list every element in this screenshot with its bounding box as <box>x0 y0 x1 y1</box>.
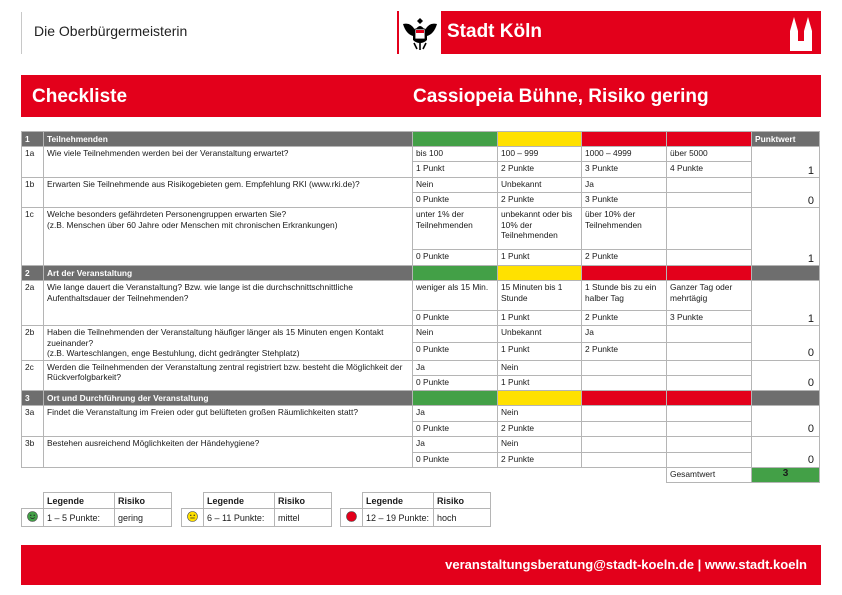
question-row <box>22 281 820 311</box>
legend-label: Legende <box>363 493 434 509</box>
points: 2 Punkte <box>582 311 667 326</box>
total-value: 3 <box>752 467 820 482</box>
section-header <box>22 266 820 281</box>
header-office <box>21 12 391 54</box>
cathedral-icon <box>789 15 815 51</box>
legend-risk: mittel <box>275 509 332 527</box>
section-number: 1 <box>22 132 44 147</box>
yellow-column <box>498 132 582 147</box>
score-value: 1 <box>752 208 820 266</box>
legend-high <box>340 492 491 527</box>
red-column <box>582 266 667 281</box>
option: Ja <box>413 405 498 421</box>
question-row <box>22 405 820 421</box>
points <box>667 193 752 208</box>
option: Nein <box>498 405 582 421</box>
points: 0 Punkte <box>413 421 498 436</box>
option: Unbekannt <box>498 178 582 193</box>
question-line: Welche besonders gefährdeten Personengruppen erwarten Sie? <box>47 209 287 219</box>
legend-medium <box>181 492 332 527</box>
red-circle-icon <box>346 511 357 522</box>
section-title: Teilnehmenden <box>44 132 413 147</box>
option: 1 Stunde bis zu ein halber Tag <box>582 281 667 311</box>
green-smiley-icon <box>27 511 38 522</box>
option <box>667 360 752 375</box>
question-row <box>22 147 820 162</box>
option: über 10% der Teilnehmenden <box>582 208 667 250</box>
score-value: 0 <box>752 178 820 208</box>
question-note: (z.B. Warteschlangen, enge Bestuhlung, dicht gedrängter Stehplatz) <box>47 348 300 358</box>
double-eagle-icon <box>399 11 441 54</box>
option: Nein <box>413 178 498 193</box>
points: 3 Punkte <box>582 193 667 208</box>
total-label: Gesamtwert <box>667 467 752 482</box>
question-number: 2c <box>22 360 44 390</box>
score-value: 0 <box>752 436 820 467</box>
section-score-cell <box>752 390 820 405</box>
option <box>667 208 752 250</box>
office-name: Die Oberbürgermeisterin <box>34 23 188 39</box>
points: 2 Punkte <box>582 250 667 266</box>
option: Ganzer Tag oder mehrtägig <box>667 281 752 311</box>
points <box>582 421 667 436</box>
option: Ja <box>413 436 498 452</box>
points: 0 Punkte <box>413 250 498 266</box>
option <box>582 405 667 421</box>
option: weniger als 15 Min. <box>413 281 498 311</box>
points <box>667 421 752 436</box>
red-column <box>582 390 667 405</box>
option: Ja <box>413 360 498 375</box>
red-column <box>667 390 752 405</box>
footer-contact: veranstaltungsberatung@stadt-koeln.de | www.stadt.koeln <box>445 557 807 572</box>
question-number: 1a <box>22 147 44 178</box>
question-text: Wie lange dauert die Veranstaltung? Bzw. wie lange ist die durchschnittschnittliche Aufenthaltsdauer der Teilnehmenden? <box>44 281 413 326</box>
points: 0 Punkte <box>413 193 498 208</box>
section-title: Ort und Durchführung der Veranstaltung <box>44 390 413 405</box>
points: 1 Punkt <box>498 311 582 326</box>
question-row <box>22 360 820 375</box>
legend-range: 1 – 5 Punkte: <box>44 509 115 527</box>
points <box>667 452 752 467</box>
red-column <box>667 266 752 281</box>
legend-label: Legende <box>204 493 275 509</box>
risk-label: Risiko <box>275 493 332 509</box>
risk-label: Risiko <box>434 493 491 509</box>
points <box>667 343 752 360</box>
question-row <box>22 208 820 250</box>
question-number: 1b <box>22 178 44 208</box>
question-text: Werden die Teilnehmenden der Veranstaltung zentral registriert bzw. besteht die Möglichkeit der Rückverfolgbarkeit? <box>44 360 413 390</box>
option <box>667 178 752 193</box>
option <box>667 436 752 452</box>
red-column <box>582 132 667 147</box>
yellow-column <box>498 266 582 281</box>
risk-label: Risiko <box>115 493 172 509</box>
score-value: 0 <box>752 360 820 390</box>
section-number: 2 <box>22 266 44 281</box>
points: 1 Punkt <box>498 343 582 360</box>
option: 100 – 999 <box>498 147 582 162</box>
section-number: 3 <box>22 390 44 405</box>
question-number: 3a <box>22 405 44 436</box>
question-number: 3b <box>22 436 44 467</box>
points: 1 Punkt <box>498 250 582 266</box>
green-column <box>413 132 498 147</box>
question-number: 1c <box>22 208 44 266</box>
score-value: 1 <box>752 147 820 178</box>
points: 2 Punkte <box>498 452 582 467</box>
option <box>667 405 752 421</box>
legend-label: Legende <box>44 493 115 509</box>
legend-low <box>21 492 172 527</box>
section-score-cell <box>752 266 820 281</box>
option: bis 100 <box>413 147 498 162</box>
points: 0 Punkte <box>413 343 498 360</box>
score-header: Punktwert <box>752 132 820 147</box>
option: über 5000 <box>667 147 752 162</box>
question-text <box>44 208 413 266</box>
points: 4 Punkte <box>667 162 752 178</box>
checklist-table <box>21 131 820 483</box>
points: 3 Punkte <box>582 162 667 178</box>
points: 2 Punkte <box>498 421 582 436</box>
section-header <box>22 132 820 147</box>
points: 2 Punkte <box>498 193 582 208</box>
question-text: Erwarten Sie Teilnehmende aus Risikogebieten gem. Empfehlung RKI (www.rki.de)? <box>44 178 413 208</box>
checklist-title: Checkliste <box>32 86 128 107</box>
legend-risk: gering <box>115 509 172 527</box>
option: 15 Minuten bis 1 Stunde <box>498 281 582 311</box>
points: 0 Punkte <box>413 311 498 326</box>
option <box>582 436 667 452</box>
title-banner <box>21 75 821 117</box>
yellow-column <box>498 390 582 405</box>
question-row <box>22 326 820 343</box>
event-title: Cassiopeia Bühne, Risiko gering <box>413 86 709 107</box>
points: 0 Punkte <box>413 452 498 467</box>
question-number: 2b <box>22 326 44 361</box>
points <box>667 250 752 266</box>
points: 1 Punkt <box>413 162 498 178</box>
section-title: Art der Veranstaltung <box>44 266 413 281</box>
option: Unbekannt <box>498 326 582 343</box>
score-value: 0 <box>752 405 820 436</box>
option <box>667 326 752 343</box>
legend-range: 12 – 19 Punkte: <box>363 509 434 527</box>
header-city-logo <box>397 11 821 54</box>
section-header <box>22 390 820 405</box>
points: 2 Punkte <box>498 162 582 178</box>
points <box>582 375 667 390</box>
points <box>667 375 752 390</box>
points: 1 Punkt <box>498 375 582 390</box>
option: Ja <box>582 178 667 193</box>
option: Nein <box>498 436 582 452</box>
city-name: Stadt Köln <box>447 21 542 42</box>
total-row <box>22 467 820 482</box>
green-column <box>413 390 498 405</box>
score-value: 0 <box>752 326 820 361</box>
option: Nein <box>413 326 498 343</box>
option: unter 1% der Teilnehmenden <box>413 208 498 250</box>
footer-bar <box>21 545 821 585</box>
question-number: 2a <box>22 281 44 326</box>
red-column <box>667 132 752 147</box>
question-text: Bestehen ausreichend Möglichkeiten der Händehygiene? <box>44 436 413 467</box>
score-value: 1 <box>752 281 820 326</box>
question-line: Haben die Teilnehmenden der Veranstaltung häufiger länger als 15 Minuten engen Kontakt zueinander? <box>47 327 384 348</box>
option: unbekannt oder bis 10% der Teilnehmenden <box>498 208 582 250</box>
option: Ja <box>582 326 667 343</box>
question-note: (z.B. Menschen über 60 Jahre oder Menschen mit chronischen Erkrankungen) <box>47 219 338 230</box>
question-row <box>22 178 820 193</box>
option <box>582 360 667 375</box>
yellow-smiley-icon <box>187 511 198 522</box>
question-text <box>44 326 413 361</box>
legend-range: 6 – 11 Punkte: <box>204 509 275 527</box>
green-column <box>413 266 498 281</box>
points <box>582 452 667 467</box>
option: Nein <box>498 360 582 375</box>
legend-risk: hoch <box>434 509 491 527</box>
points: 3 Punkte <box>667 311 752 326</box>
question-text: Wie viele Teilnehmenden werden bei der Veranstaltung erwartet? <box>44 147 413 178</box>
question-text: Findet die Veranstaltung im Freien oder gut belüfteten großen Räumlichkeiten statt? <box>44 405 413 436</box>
option: 1000 – 4999 <box>582 147 667 162</box>
points: 0 Punkte <box>413 375 498 390</box>
points: 2 Punkte <box>582 343 667 360</box>
question-row <box>22 436 820 452</box>
